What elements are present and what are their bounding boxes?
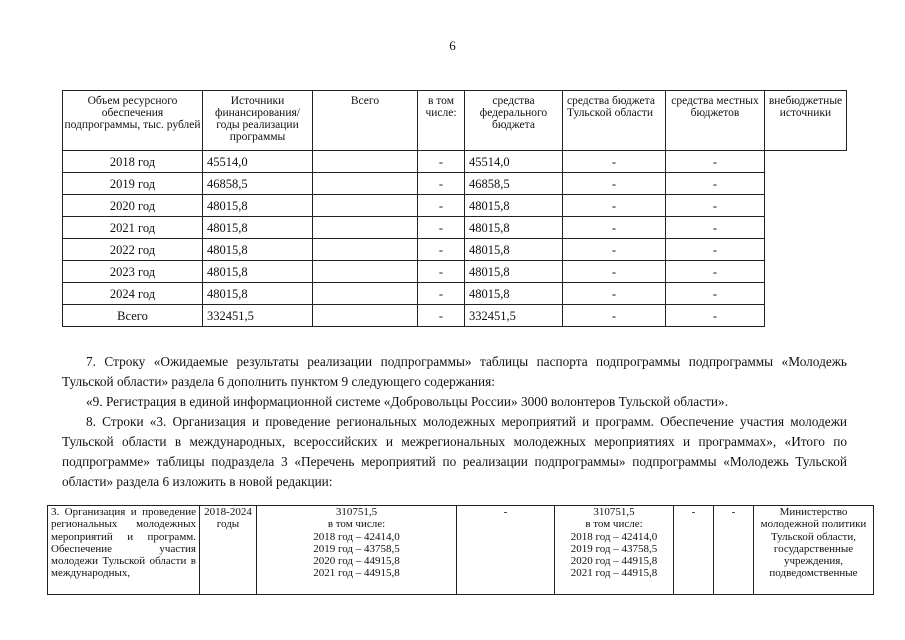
federal-cell: - bbox=[418, 217, 465, 239]
total-line: 2021 год – 44915,8 bbox=[313, 567, 400, 580]
federal-cell: - bbox=[418, 195, 465, 217]
table-row bbox=[63, 151, 847, 173]
local-cell: - bbox=[563, 151, 666, 173]
extra-cell: - bbox=[666, 305, 765, 327]
executor-line: подведомственные bbox=[769, 567, 858, 580]
header-federal: средства федерального бюджета bbox=[465, 91, 563, 151]
executor-line: учреждения, bbox=[783, 555, 844, 568]
activity-years: 2018-2024 годы bbox=[200, 506, 257, 595]
including-cell bbox=[313, 261, 418, 283]
local-cell: - bbox=[563, 283, 666, 305]
paragraph-8: 8. Строки «3. Организация и проведение региональных молодежных мероприятий и программ. Обеспечение участия молодежи Тульской области в международных, всероссийских и межрегиональных молодежных мероприятиях и программах», «Итого по подпрограмме» таблицы подраздела 3 «Перечень мероприятий по реализации подпрограммы» подпрограммы «Молодежь Тульской области» раздела 6 изложить в новой редакции: bbox=[62, 414, 847, 489]
page-number: 6 bbox=[449, 38, 456, 53]
extra-cell: - bbox=[666, 261, 765, 283]
regional-line: 2019 год – 43758,5 bbox=[570, 542, 658, 555]
federal-cell: - bbox=[418, 261, 465, 283]
local-cell: - bbox=[563, 261, 666, 283]
local-cell: - bbox=[563, 217, 666, 239]
regional-cell: 48015,8 bbox=[465, 283, 563, 305]
header-including: в том числе: bbox=[418, 91, 465, 151]
header-local: средства местных бюджетов bbox=[666, 91, 765, 151]
header-total: Всего bbox=[313, 91, 418, 151]
extra-cell: - bbox=[666, 217, 765, 239]
local-cell: - bbox=[563, 195, 666, 217]
regional-cell: 48015,8 bbox=[465, 239, 563, 261]
activity-regional bbox=[555, 506, 674, 595]
including-cell bbox=[313, 195, 418, 217]
total-cell: 48015,8 bbox=[203, 261, 313, 283]
year-cell: 2018 год bbox=[63, 151, 203, 173]
regional-cell: 332451,5 bbox=[465, 305, 563, 327]
activity-extra: - bbox=[714, 506, 754, 595]
total-line: 2020 год – 44915,8 bbox=[313, 555, 400, 568]
extra-cell: - bbox=[666, 151, 765, 173]
including-cell bbox=[313, 151, 418, 173]
total-line: 2018 год – 42414,0 bbox=[313, 530, 400, 543]
year-cell: 2023 год bbox=[63, 261, 203, 283]
activity-executor bbox=[754, 506, 874, 595]
regional-cell: 48015,8 bbox=[465, 261, 563, 283]
regional-line: 2020 год – 44915,8 bbox=[570, 555, 658, 568]
federal-cell: - bbox=[418, 305, 465, 327]
federal-cell: - bbox=[418, 239, 465, 261]
table-row bbox=[63, 195, 847, 217]
local-cell: - bbox=[563, 305, 666, 327]
regional-cell: 48015,8 bbox=[465, 217, 563, 239]
regional-line: 2018 год – 42414,0 bbox=[570, 530, 658, 543]
funding-table bbox=[62, 90, 847, 327]
table-row bbox=[63, 261, 847, 283]
total-cell: 48015,8 bbox=[203, 217, 313, 239]
including-cell bbox=[313, 173, 418, 195]
year-cell: 2021 год bbox=[63, 217, 203, 239]
total-line: в том числе: bbox=[327, 518, 386, 531]
regional-line: 2021 год – 44915,8 bbox=[570, 567, 658, 580]
header-resource-volume: Объем ресурсного обеспечения подпрограммы, тыс. рублей bbox=[63, 91, 203, 151]
activity-table bbox=[47, 505, 874, 595]
executor-line: Министерство bbox=[779, 506, 848, 518]
including-cell bbox=[313, 283, 418, 305]
local-cell: - bbox=[563, 239, 666, 261]
including-cell bbox=[313, 305, 418, 327]
table-row bbox=[63, 283, 847, 305]
including-cell bbox=[313, 239, 418, 261]
executor-line: молодежной политики bbox=[760, 518, 867, 531]
regional-cell: 46858,5 bbox=[465, 173, 563, 195]
total-line: 2019 год – 43758,5 bbox=[313, 542, 400, 555]
total-cell: 332451,5 bbox=[203, 305, 313, 327]
including-cell bbox=[313, 217, 418, 239]
federal-cell: - bbox=[418, 173, 465, 195]
year-cell: 2019 год bbox=[63, 173, 203, 195]
year-cell: Всего bbox=[63, 305, 203, 327]
extra-cell: - bbox=[666, 195, 765, 217]
extra-cell: - bbox=[666, 173, 765, 195]
year-cell: 2024 год bbox=[63, 283, 203, 305]
total-cell: 46858,5 bbox=[203, 173, 313, 195]
table-row bbox=[63, 217, 847, 239]
executor-line: Тульской области, bbox=[770, 530, 857, 543]
table-row bbox=[63, 239, 847, 261]
federal-cell: - bbox=[418, 283, 465, 305]
total-cell: 48015,8 bbox=[203, 239, 313, 261]
regional-cell: 45514,0 bbox=[465, 151, 563, 173]
executor-line: государственные bbox=[773, 542, 854, 555]
total-cell: 45514,0 bbox=[203, 151, 313, 173]
extra-cell: - bbox=[666, 283, 765, 305]
table-row bbox=[63, 173, 847, 195]
regional-cell: 48015,8 bbox=[465, 195, 563, 217]
extra-cell: - bbox=[666, 239, 765, 261]
regional-line: в том числе: bbox=[585, 518, 643, 531]
activity-local: - bbox=[674, 506, 714, 595]
paragraph-9-item: «9. Регистрация в единой информационной системе «Добровольцы России» 3000 волонтеров Тульской области». bbox=[86, 394, 729, 409]
header-regional: средства бюджета Тульской области bbox=[563, 91, 666, 151]
activity-federal: - bbox=[457, 506, 555, 595]
activity-total bbox=[257, 506, 457, 595]
header-extrabudgetary: внебюджетные источники bbox=[765, 91, 847, 151]
table-row bbox=[63, 305, 847, 327]
paragraph-7: 7. Строку «Ожидаемые результаты реализации подпрограммы» таблицы паспорта подпрограммы подпрограммы «Молодежь Тульской области» раздела 6 дополнить пунктом 9 следующего содержания: bbox=[62, 354, 847, 389]
federal-cell: - bbox=[418, 151, 465, 173]
total-cell: 48015,8 bbox=[203, 195, 313, 217]
header-sources: Источники финансирования/ годы реализации программы bbox=[203, 91, 313, 151]
local-cell: - bbox=[563, 173, 666, 195]
total-cell: 48015,8 bbox=[203, 283, 313, 305]
total-line: 310751,5 bbox=[335, 506, 378, 518]
regional-line: 310751,5 bbox=[593, 506, 635, 518]
year-cell: 2022 год bbox=[63, 239, 203, 261]
activity-name: 3. Организация и проведение региональных молодежных мероприятий и программ. Обеспечение участия молодежи Тульской области в международных, bbox=[48, 506, 200, 595]
year-cell: 2020 год bbox=[63, 195, 203, 217]
